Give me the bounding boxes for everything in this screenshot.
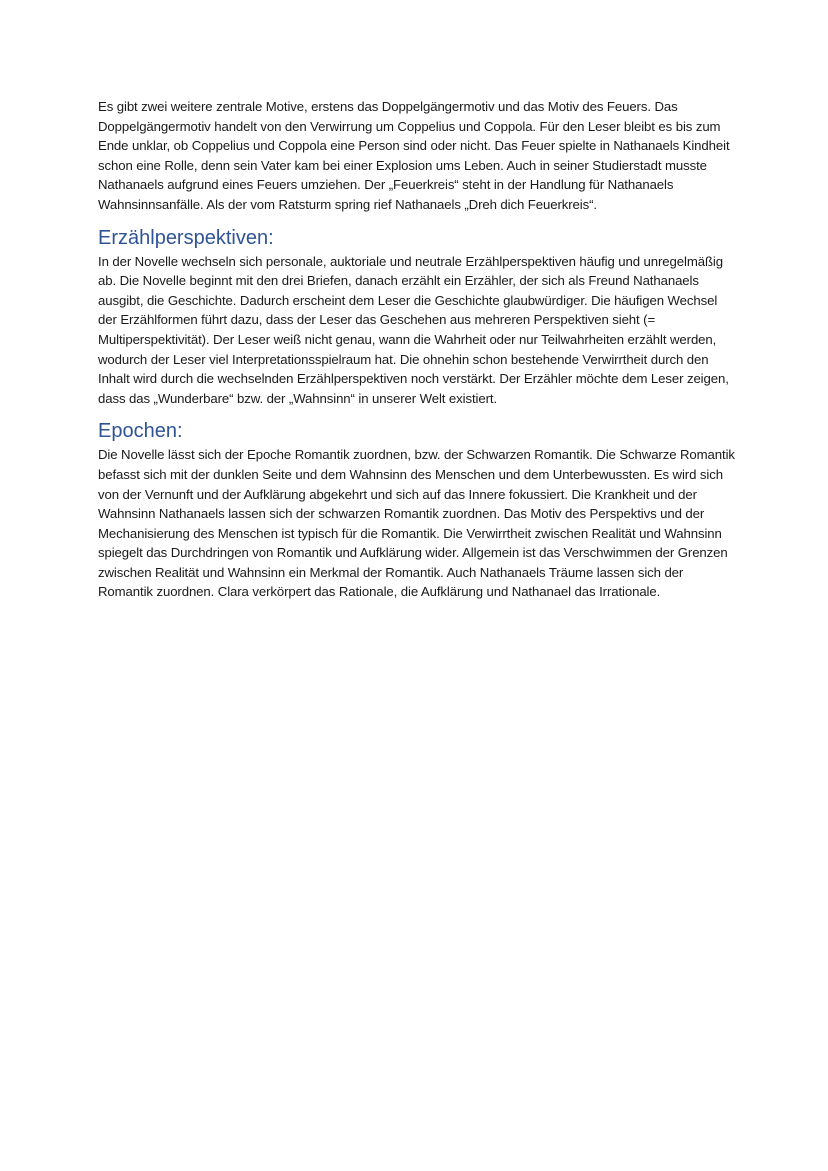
intro-paragraph: Es gibt zwei weitere zentrale Motive, erstens das Doppelgängermotiv und das Motiv des Feuers. Das Doppelgängermotiv handelt von den Verwirrung um Coppelius und Coppola. Für den Leser bleibt es bis zum Ende unklar, ob Coppelius und Coppola eine Person sind oder nicht. Das Feuer spielte in Nathanaels Kindheit schon eine Rolle, denn sein Vater kam bei einer Explosion ums Leben. Auch in seiner Studierstadt musste Nathanaels aufgrund eines Feuers umziehen. Der „Feuerkreis“ steht in der Handlung für Nathanaels Wahnsinnsanfälle. Als der vom Ratsturm spring rief Nathanaels „Dreh dich Feuerkreis“. — [98, 99, 730, 212]
epochen-paragraph: Die Novelle lässt sich der Epoche Romantik zuordnen, bzw. der Schwarzen Romantik. Die Schwarze Romantik befasst sich mit der dunklen Seite und dem Wahnsinn des Menschen und dem Unterbewussten. Es wird sich von der Vernunft und der Aufklärung abgekehrt und sich auf das Innere fokussiert. Die Krankheit und der Wahnsinn Nathanaels lassen sich der schwarzen Romantik zuordnen. Das Motiv des Perspektivs und der Mechanisierung des Menschen ist typisch für die Romantik. Die Verwirrtheit zwischen Realität und Wahnsinn spiegelt das Durchdringen von Romantik und Aufklärung wider. Allgemein ist das Verschwimmen der Grenzen zwischen Realität und Wahnsinn ein Merkmal der Romantik. Auch Nathanaels Träume lassen sich der Romantik zuordnen. Clara verkörpert das Rationale, die Aufklärung und Nathanael das Irrationale. — [98, 447, 735, 600]
heading-epochen: Epochen: — [98, 420, 183, 443]
document-page — [98, 97, 738, 602]
erzaehlperspektiven-paragraph: In der Novelle wechseln sich personale, auktoriale und neutrale Erzählperspektiven häufig und unregelmäßig ab. Die Novelle beginnt mit den drei Briefen, danach erzählt ein Erzähler, der sich als Freund Nathanaels ausgibt, die Geschichte. Dadurch erscheint dem Leser die Geschichte glaubwürdiger. Die häufigen Wechsel der Erzählformen führt dazu, dass der Leser das Geschehen aus mehreren Perspektiven sieht (= Multiperspektivität). Der Leser weiß nicht genau, wann die Wahrheit oder nur Teilwahrheiten erzählt werden, wodurch der Leser viel Interpretationsspielraum hat. Die ohnehin schon bestehende Verwirrtheit durch den Inhalt wird durch die wechselnden Erzählperspektiven noch verstärkt. Der Erzähler möchte dem Leser zeigen, dass das „Wunderbare“ bzw. der „Wahnsinn“ in unserer Welt existiert. — [98, 253, 729, 406]
heading-erzaehlperspektiven: Erzählperspektiven: — [98, 226, 274, 249]
